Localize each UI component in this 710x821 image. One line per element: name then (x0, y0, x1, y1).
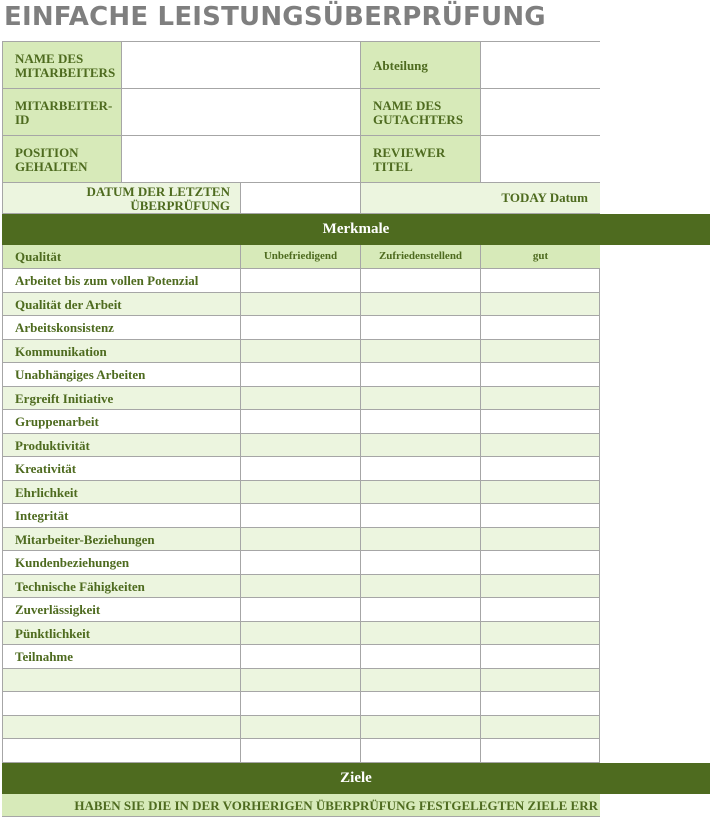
today-date-label: TODAY Datum (361, 183, 600, 214)
good-cell[interactable] (481, 598, 600, 622)
unsatisfactory-cell[interactable] (241, 434, 361, 457)
trait-label (2, 669, 241, 692)
trait-label: Arbeitet bis zum vollen Potenzial (2, 269, 241, 293)
reviewer-name-label: NAME DES GUTACHTERS (361, 89, 481, 136)
quality-column-header: Qualität (2, 245, 241, 269)
satisfactory-cell[interactable] (361, 457, 481, 481)
unsatisfactory-cell[interactable] (241, 504, 361, 528)
trait-label (2, 692, 241, 716)
satisfactory-cell[interactable] (361, 269, 481, 293)
trait-label: Ergreift Initiative (2, 387, 241, 410)
good-cell[interactable] (481, 457, 600, 481)
good-cell[interactable] (481, 669, 600, 692)
satisfactory-cell[interactable] (361, 528, 481, 551)
unsatisfactory-cell[interactable] (241, 622, 361, 645)
unsatisfactory-cell[interactable] (241, 645, 361, 669)
good-cell[interactable] (481, 575, 600, 598)
unsatisfactory-cell[interactable] (241, 481, 361, 504)
unsatisfactory-cell[interactable] (241, 551, 361, 575)
satisfactory-cell[interactable] (361, 598, 481, 622)
trait-label: Pünktlichkeit (2, 622, 241, 645)
unsatisfactory-cell[interactable] (241, 692, 361, 716)
satisfactory-cell[interactable] (361, 739, 481, 763)
satisfactory-cell[interactable] (361, 410, 481, 434)
unsatisfactory-cell[interactable] (241, 528, 361, 551)
satisfactory-cell[interactable] (361, 340, 481, 363)
unsatisfactory-cell[interactable] (241, 575, 361, 598)
unsatisfactory-cell[interactable] (241, 598, 361, 622)
trait-label: Unabhängiges Arbeiten (2, 363, 241, 387)
satisfactory-cell[interactable] (361, 551, 481, 575)
trait-label: Kreativität (2, 457, 241, 481)
good-cell[interactable] (481, 739, 600, 763)
unsatisfactory-cell[interactable] (241, 669, 361, 692)
trait-label: Arbeitskonsistenz (2, 316, 241, 340)
satisfactory-cell[interactable] (361, 645, 481, 669)
trait-label (2, 739, 241, 763)
goals-question: HABEN SIE DIE IN DER VORHERIGEN ÜBERPRÜFUNG FESTGELEGTEN ZIELE ERR (2, 794, 600, 817)
page-title: EINFACHE LEISTUNGSÜBERPRÜFUNG (4, 2, 546, 32)
good-cell[interactable] (481, 692, 600, 716)
satisfactory-cell[interactable] (361, 434, 481, 457)
trait-label: Kommunikation (2, 340, 241, 363)
good-cell[interactable] (481, 387, 600, 410)
department-field[interactable] (481, 41, 600, 89)
trait-label: Zuverlässigkeit (2, 598, 241, 622)
unsatisfactory-cell[interactable] (241, 457, 361, 481)
good-cell[interactable] (481, 504, 600, 528)
satisfactory-cell[interactable] (361, 481, 481, 504)
good-cell[interactable] (481, 293, 600, 316)
trait-label: Teilnahme (2, 645, 241, 669)
trait-label: Gruppenarbeit (2, 410, 241, 434)
good-cell[interactable] (481, 481, 600, 504)
good-cell[interactable] (481, 434, 600, 457)
trait-label: Ehrlichkeit (2, 481, 241, 504)
employee-id-label: MITARBEITER-ID (2, 89, 122, 136)
good-cell[interactable] (481, 716, 600, 739)
satisfactory-cell[interactable] (361, 669, 481, 692)
traits-section-header: Merkmale (2, 214, 710, 245)
satisfactory-cell[interactable] (361, 363, 481, 387)
good-column-header: gut (481, 245, 600, 269)
satisfactory-cell[interactable] (361, 716, 481, 739)
satisfactory-cell[interactable] (361, 692, 481, 716)
good-cell[interactable] (481, 269, 600, 293)
unsatisfactory-cell[interactable] (241, 269, 361, 293)
unsatisfactory-cell[interactable] (241, 716, 361, 739)
unsatisfactory-cell[interactable] (241, 340, 361, 363)
trait-label (2, 716, 241, 739)
unsatisfactory-cell[interactable] (241, 387, 361, 410)
satisfactory-cell[interactable] (361, 622, 481, 645)
last-review-label: DATUM DER LETZTEN ÜBERPRÜFUNG (2, 183, 241, 214)
department-label: Abteilung (361, 41, 481, 89)
trait-label: Qualität der Arbeit (2, 293, 241, 316)
satisfactory-column-header: Zufriedenstellend (361, 245, 481, 269)
unsatisfactory-cell[interactable] (241, 410, 361, 434)
position-field[interactable] (122, 136, 361, 183)
reviewer-name-field[interactable] (481, 89, 600, 136)
good-cell[interactable] (481, 551, 600, 575)
position-label: POSITION GEHALTEN (2, 136, 122, 183)
unsatisfactory-cell[interactable] (241, 363, 361, 387)
employee-name-field[interactable] (122, 41, 361, 89)
unsatisfactory-cell[interactable] (241, 739, 361, 763)
good-cell[interactable] (481, 340, 600, 363)
unsatisfactory-cell[interactable] (241, 316, 361, 340)
trait-label: Produktivität (2, 434, 241, 457)
trait-label: Integrität (2, 504, 241, 528)
good-cell[interactable] (481, 622, 600, 645)
trait-label: Kundenbeziehungen (2, 551, 241, 575)
last-review-field[interactable] (241, 183, 361, 214)
reviewer-title-field[interactable] (481, 136, 600, 183)
unsatisfactory-cell[interactable] (241, 293, 361, 316)
goals-section-header: Ziele (2, 763, 710, 794)
satisfactory-cell[interactable] (361, 387, 481, 410)
satisfactory-cell[interactable] (361, 504, 481, 528)
good-cell[interactable] (481, 410, 600, 434)
good-cell[interactable] (481, 645, 600, 669)
trait-label: Mitarbeiter-Beziehungen (2, 528, 241, 551)
good-cell[interactable] (481, 363, 600, 387)
good-cell[interactable] (481, 528, 600, 551)
employee-name-label: NAME DES MITARBEITERS (2, 41, 122, 89)
satisfactory-cell[interactable] (361, 316, 481, 340)
employee-id-field[interactable] (122, 89, 361, 136)
satisfactory-cell[interactable] (361, 575, 481, 598)
reviewer-title-label: REVIEWER TITEL (361, 136, 481, 183)
trait-label: Technische Fähigkeiten (2, 575, 241, 598)
satisfactory-cell[interactable] (361, 293, 481, 316)
good-cell[interactable] (481, 316, 600, 340)
unsatisfactory-column-header: Unbefriedigend (241, 245, 361, 269)
